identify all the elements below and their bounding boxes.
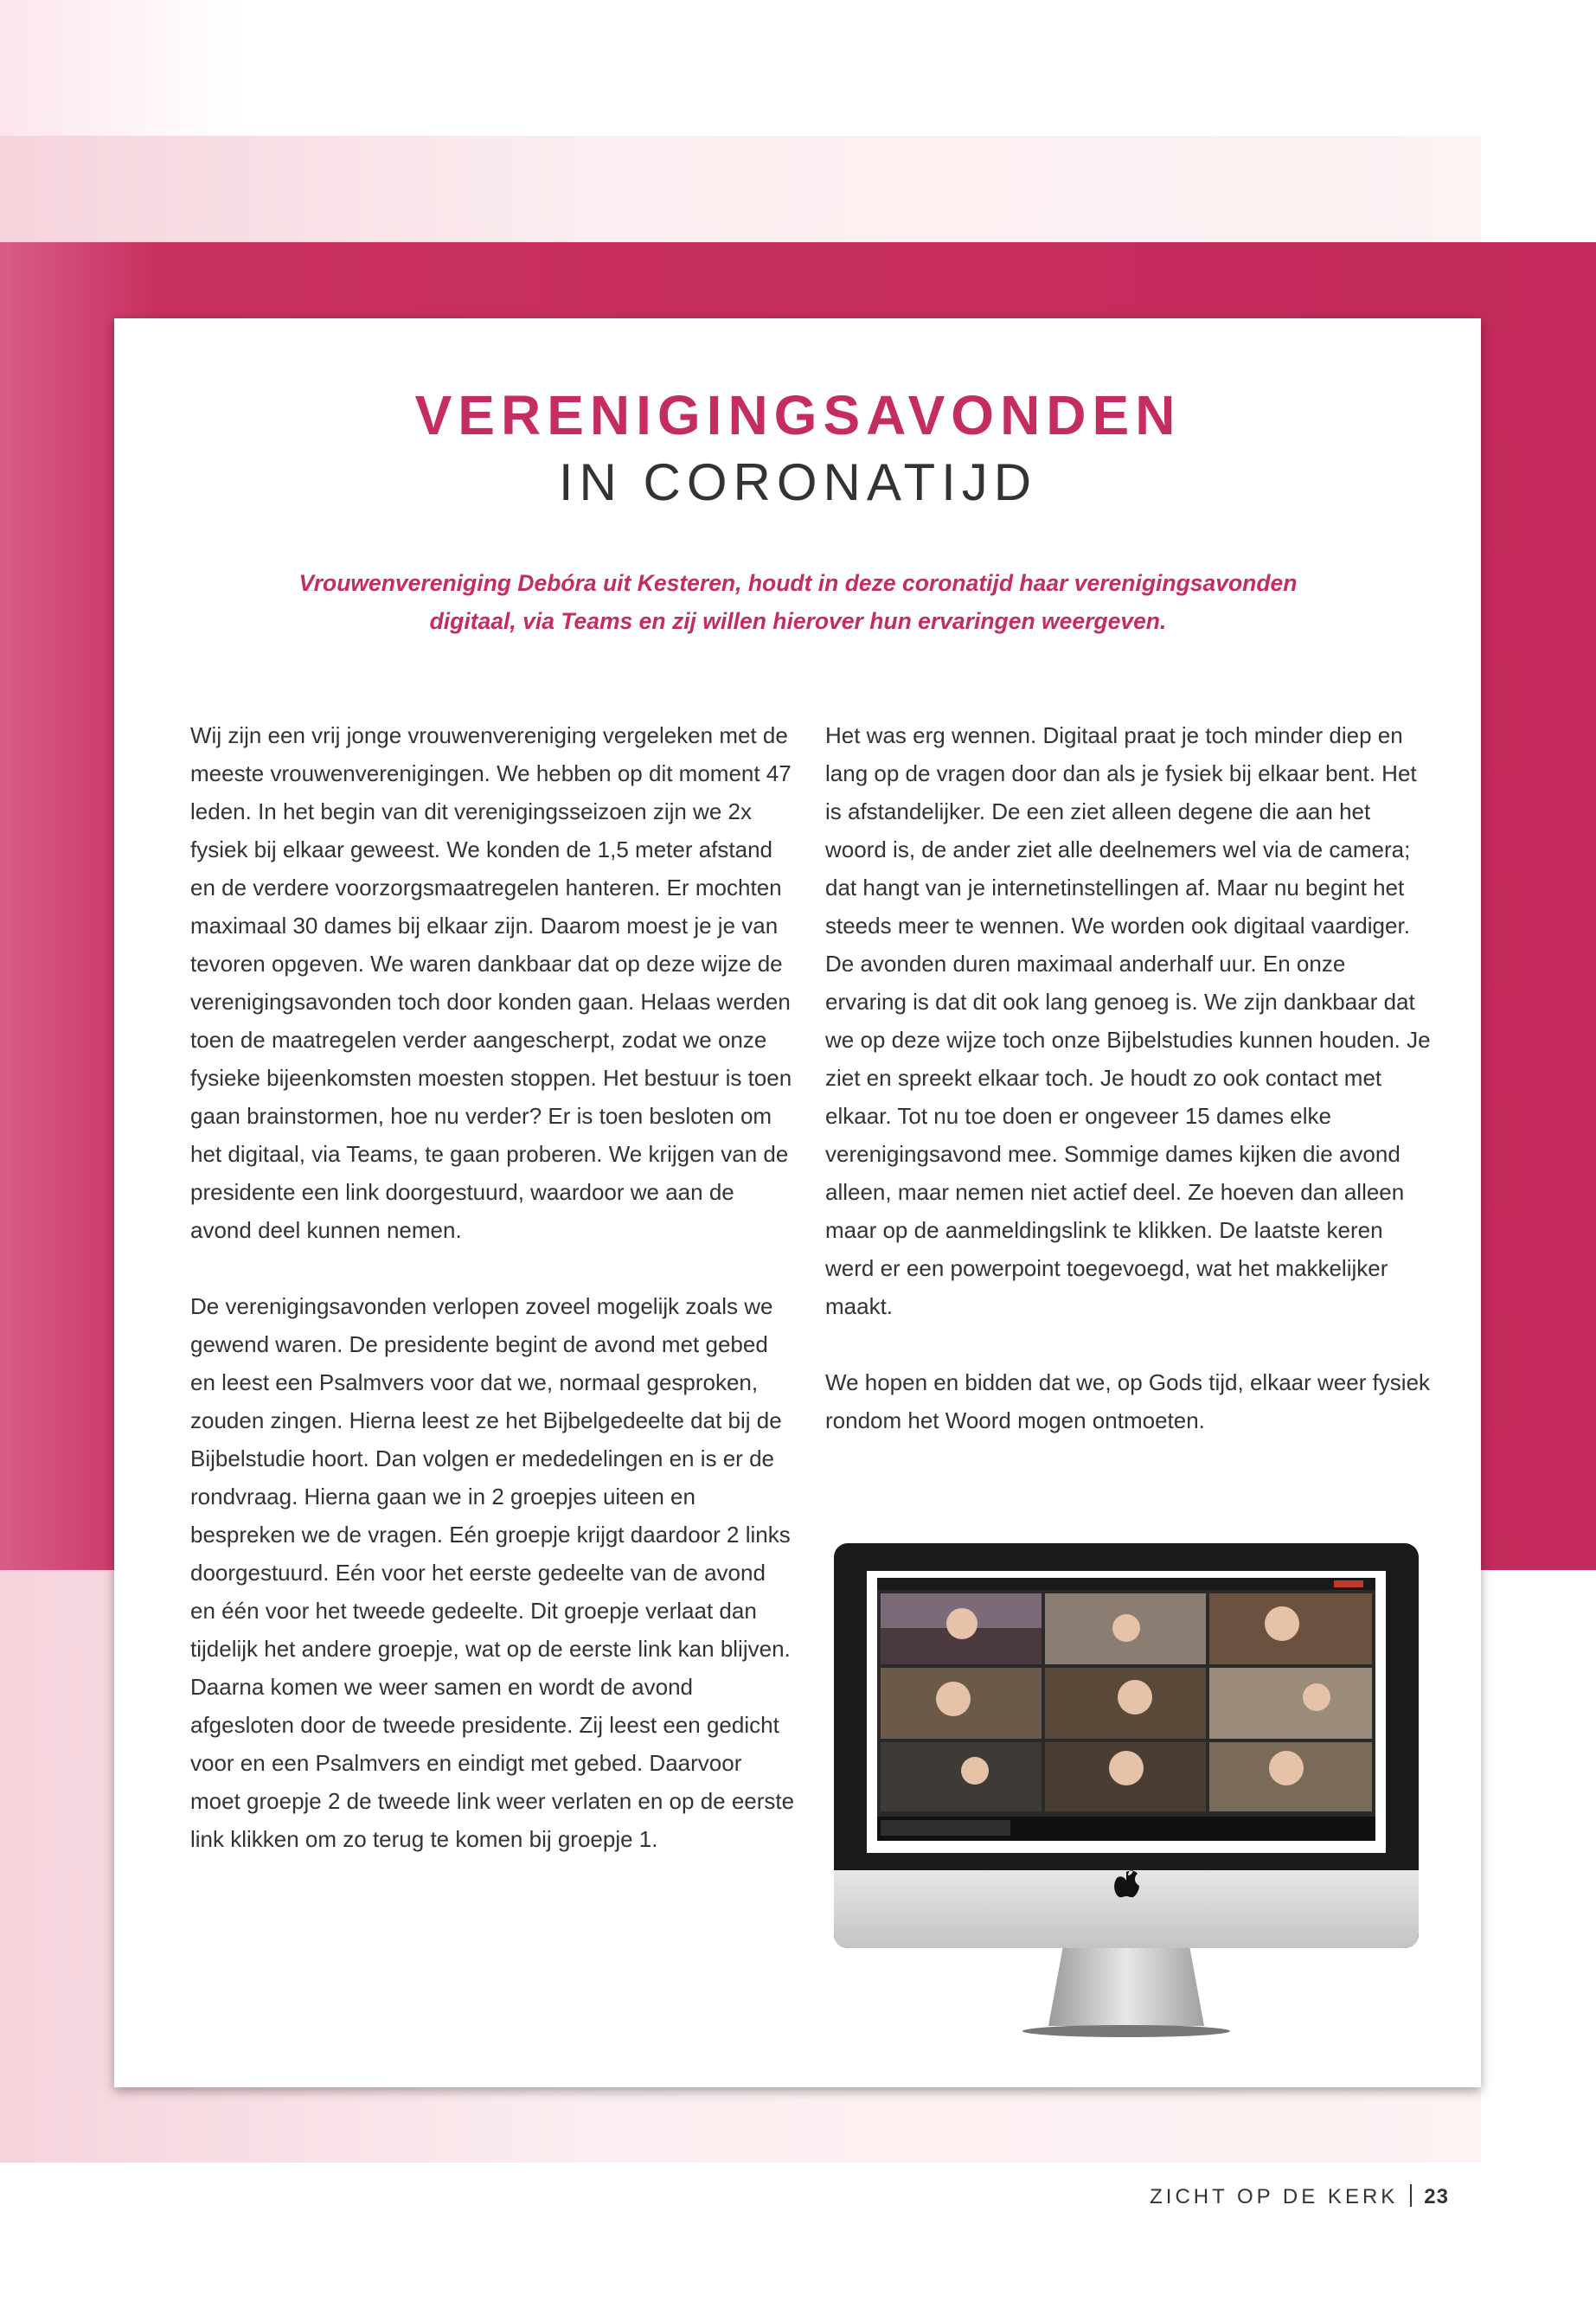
top-corner-fade xyxy=(0,0,242,138)
pale-band-top xyxy=(0,136,1481,244)
left-column xyxy=(190,716,796,1858)
page-number: 23 xyxy=(1424,2185,1449,2208)
article-intro xyxy=(260,564,1336,640)
article-subtitle: IN CORONATIJD xyxy=(558,453,1038,511)
paragraph: De verenigingsavonden verlopen zoveel mogelijk zoals we gewend waren. De presidente begint de avond met gebed en leest een Psalmvers voor dat we, normaal gesproken, zouden zingen. Hierna leest ze het Bijbelgedeelte dat bij de Bijbelstudie hoort. Dan volgen er mededelingen en is er de rondvraag. Hierna gaan we in 2 groepjes uiteen en bespreken we de vragen. Eén groepje krijgt daardoor 2 links doorgestuurd. Eén voor het eerste gedeelte van de avond en één voor het tweede gedeelte. Dit groepje verlaat dan tijdelijk het andere groepje, wat op de eerste link kan blijven. Daarna komen we weer samen en wordt de avond afgesloten door de tweede presidente. Zij leest een gedicht voor en een Psalmvers en eindigt met gebed. Daarvoor moet groepje 2 de tweede link weer verlaten en op de eerste link klikken om zo terug te komen bij groepje 1. xyxy=(190,1293,795,1852)
paragraph: Het was erg wennen. Digitaal praat je toch minder diep en lang op de vragen door dan als je fysiek bij elkaar bent. Het is afstandelijker. De een ziet alleen degene die aan het woord is, de ander ziet alle deelnemers wel via de camera; dat hangt van je internetinstellingen af. Maar nu begint het steeds meer te wennen. We worden ook digitaal vaardiger. De avonden duren maximaal anderhalf uur. En onze ervaring is dat dit ook lang genoeg is. We zijn dankbaar dat we op deze wijze toch onze Bijbelstudies kunnen houden. Je ziet en spreekt elkaar toch. Je houdt zo ook contact met elkaar. Tot nu toe doen er ongeveer 15 dames elke verenigingsavond mee. Sommige dames kijken die avond alleen, maar nemen niet actief deel. Ze hoeven dan alleen maar op de aanmeldingslink te klikken. De laatste keren werd er een powerpoint toegevoegd, wat het makkelijker maakt. xyxy=(825,722,1431,1319)
page-footer xyxy=(1150,2184,1449,2209)
intro-line: digitaal, via Teams en zij willen hierover hun ervaringen weergeven. xyxy=(429,608,1167,634)
magazine-name: ZICHT OP DE KERK xyxy=(1150,2185,1399,2208)
intro-line: Vrouwenvereniging Debóra uit Kesteren, houdt in deze coronatijd haar verenigingsavonden xyxy=(298,570,1298,596)
footer-divider xyxy=(1410,2184,1412,2207)
article-title: VERENIGINGSAVONDEN xyxy=(414,384,1182,446)
paragraph: Wij zijn een vrij jonge vrouwenvereniging vergeleken met de meeste vrouwenverenigingen. We hebben op dit moment 47 leden. In het begin van dit verenigingsseizoen zijn we 2x fysiek bij elkaar geweest. We konden de 1,5 meter afstand en de verdere voorzorgsmaatregelen hanteren. Er mochten maximaal 30 dames bij elkaar zijn. Daarom moest je je van tevoren opgeven. We waren dankbaar dat op deze wijze de verenigingsavonden toch door konden gaan. Helaas werden toen de maatregelen verder aangescherpt, zodat we onze fysieke bijeenkomsten moesten stoppen. Het bestuur is toen gaan brainstormen, hoe nu verder? Er is toen besloten om het digitaal, via Teams, te gaan proberen. We krijgen van de presidente een link doorgestuurd, waardoor we aan de avond deel kunnen nemen. xyxy=(190,722,792,1243)
paragraph: We hopen en bidden dat we, op Gods tijd, elkaar weer fysiek rondom het Woord mogen ontmoeten. xyxy=(825,1369,1431,1433)
imac-video-call-illustration xyxy=(832,1541,1420,2039)
right-column xyxy=(825,716,1431,1439)
